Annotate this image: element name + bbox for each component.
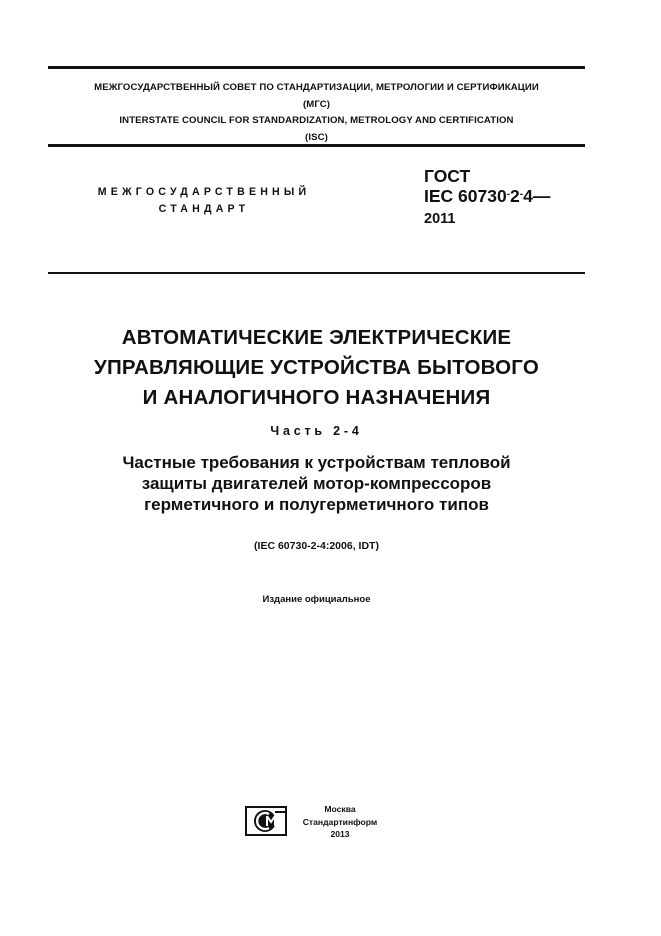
title-line1: АВТОМАТИЧЕСКИЕ ЭЛЕКТРИЧЕСКИЕ [121,326,512,349]
edition-label: Издание официальное [262,594,371,605]
council-name-en: INTERSTATE COUNCIL FOR STANDARDIZATION, METROLOGY AND CERTIFICATION [119,115,514,126]
council-header [48,80,585,146]
document-subtitle [48,452,585,515]
part-label: Часть 2-4 [270,424,363,438]
standard-type-line1: МЕЖГОСУДАРСТВЕННЫЙ [97,186,311,198]
designation-number [424,186,550,206]
publisher-info [294,803,386,841]
council-abbr-ru: (МГС) [302,98,331,110]
designation-rule [48,272,585,274]
publisher-name: Стандартинформ [302,816,378,827]
council-abbr-en: (ISC) [305,131,328,143]
designation-prefix: ГОСТ [424,166,471,186]
designation-year: 2011 [424,211,456,227]
designation-sep1: - [506,189,511,200]
publisher-year: 2013 [330,829,350,839]
publisher-city: Москва [324,804,356,814]
top-rule [48,66,585,69]
iec-reference: (IEC 60730-2-4:2006, IDT) [254,540,379,552]
subtitle-line3: герметичного и полугерметичного типов [144,495,489,514]
designation-number-part2: 2 [510,186,520,206]
designation-number-main: IEC 60730 [424,186,507,206]
designation-number-part3: 4 [523,186,533,206]
designation-dash: — [532,186,551,206]
subtitle-line2: защиты двигателей мотор-компрессоров [141,474,492,493]
title-line3: И АНАЛОГИЧНОГО НАЗНАЧЕНИЯ [142,386,491,409]
standartinform-logo-icon [245,806,287,836]
standard-designation [424,166,550,229]
document-title [48,323,585,413]
subtitle-line1: Частные требования к устройствам тепловой [122,453,511,472]
title-line2: УПРАВЛЯЮЩИЕ УСТРОЙСТВА БЫТОВОГО [94,356,539,379]
council-name-ru: МЕЖГОСУДАРСТВЕННЫЙ СОВЕТ ПО СТАНДАРТИЗАЦИИ, МЕТРОЛОГИИ И СЕРТИФИКАЦИИ [94,82,539,93]
standard-type-line2: СТАНДАРТ [158,203,250,215]
designation-sep2: - [519,189,524,200]
header-rule [48,144,585,147]
standard-type [60,184,348,218]
